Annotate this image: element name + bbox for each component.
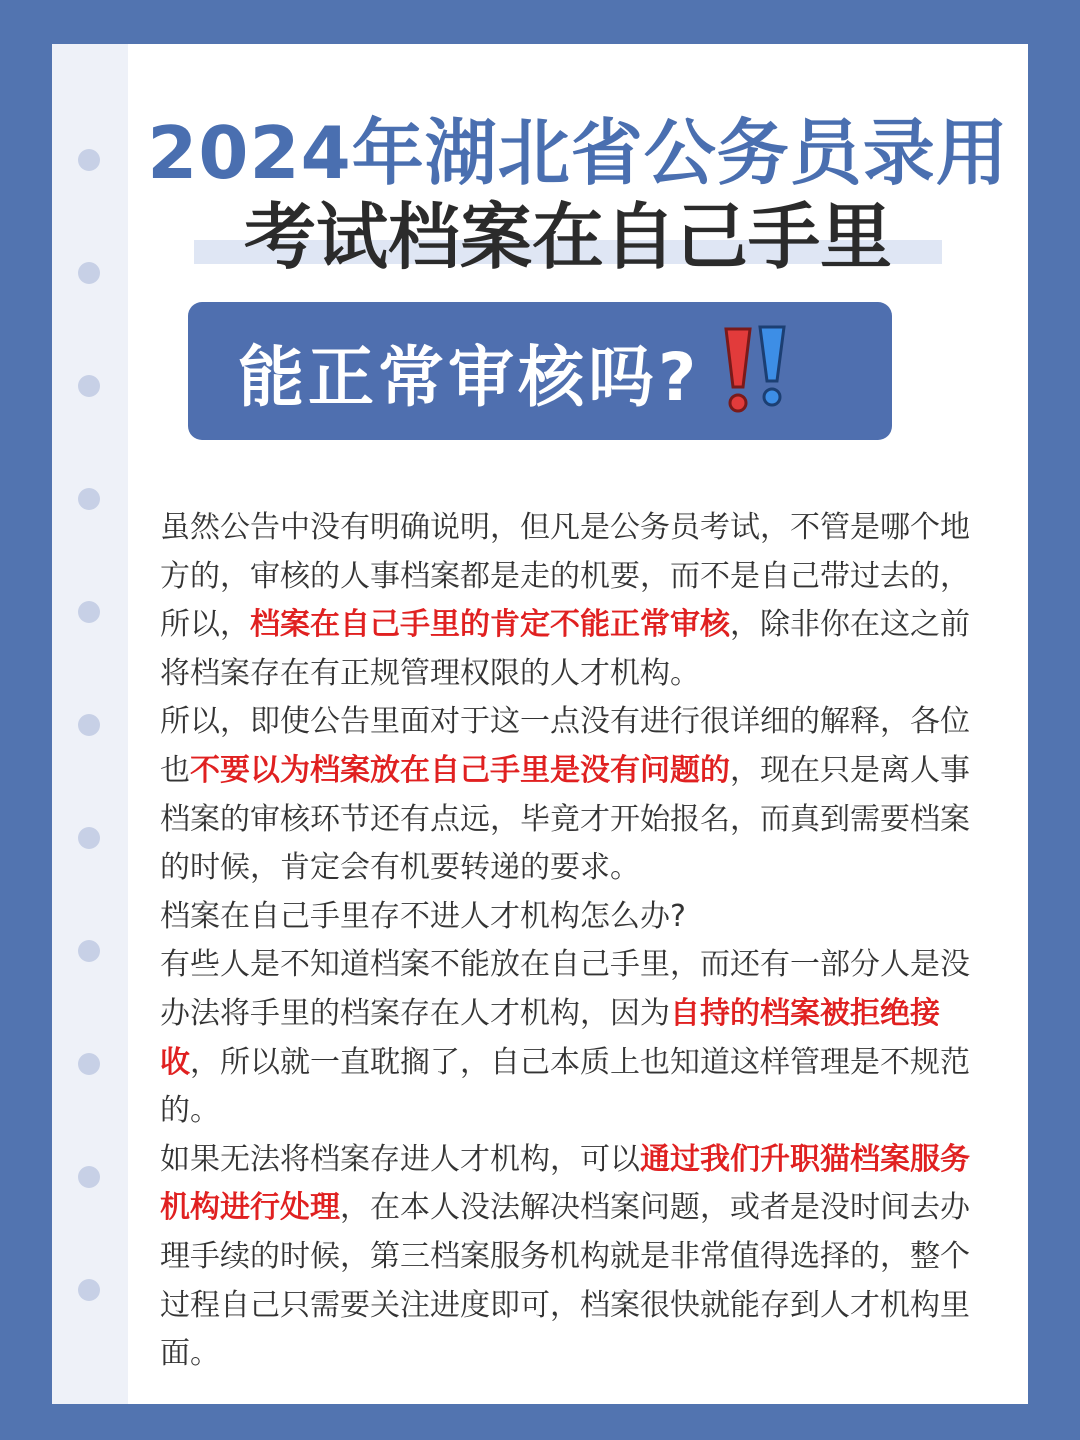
paragraph-text: ，在本人没法解决档案问题，或者是没时间去办理手续的时候，第三档案服务机构就是非常值得选择的，整个过程自己只需要关注进度即可，档案很快就能存到人才机构里面。 (160, 1190, 970, 1372)
binding-hole (78, 149, 100, 171)
highlighted-text: 不要以为档案放在自己手里是没有问题的 (190, 752, 730, 788)
highlighted-text: 档案在自己手里的肯定不能正常审核 (250, 607, 730, 643)
article-paragraph (160, 504, 980, 698)
paragraph-text: ，现在只是离人事档案的审核环节还有点远，毕竟才开始报名，而真到需要档案的时候，肯定会有机要转递的要求。 (160, 752, 970, 886)
paragraph-text: ，除非你在这之前将档案存在有正规管理权限的人才机构。 (160, 607, 970, 691)
article-paragraph (160, 893, 980, 942)
binding-hole (78, 262, 100, 284)
article-paragraph (160, 698, 980, 892)
binding-hole (78, 1279, 100, 1301)
binding-hole (78, 940, 100, 962)
notebook-binding (52, 44, 128, 1404)
page-title-line1: 2024年湖北省公务员录用 (147, 111, 1009, 195)
question-text: 能正常审核吗? (238, 338, 701, 416)
paragraph-text: 所以，即使公告里面对于这一点没有进行很详细的解释，各位也 (160, 704, 970, 788)
page-title-line2-wrap (194, 192, 942, 282)
binding-hole (78, 714, 100, 736)
article-paragraph (160, 941, 980, 1135)
paragraph-text: 虽然公告中没有明确说明，但凡是公务员考试，不管是哪个地方的，审核的人事档案都是走的机要，而不是自己带过去的，所以， (160, 510, 970, 643)
highlighted-text: 自持的档案被拒绝接收 (160, 995, 940, 1080)
paragraph-text: 有些人是不知道档案不能放在自己手里，而还有一部分人是没办法将手里的档案存在人才机构，因为 (160, 947, 970, 1031)
binding-hole (78, 827, 100, 849)
binding-hole (78, 488, 100, 510)
binding-hole (78, 1166, 100, 1188)
double-exclamation-icon (716, 323, 796, 419)
paragraph-text: ，所以就一直耽搁了，自己本质上也知道这样管理是不规范的。 (160, 1044, 970, 1129)
binding-hole (78, 601, 100, 623)
highlighted-text: 通过我们升职猫档案服务机构进行处理 (160, 1141, 970, 1226)
page-title-line2: 考试档案在自己手里 (243, 195, 892, 279)
question-banner (188, 302, 892, 440)
article-body (160, 504, 980, 1379)
paragraph-text: 如果无法将档案存进人才机构，可以 (160, 1141, 640, 1177)
article-paragraph (160, 1136, 980, 1379)
binding-hole (78, 1053, 100, 1075)
binding-hole (78, 375, 100, 397)
paragraph-text: 档案在自己手里存不进人才机构怎么办? (160, 898, 686, 934)
content-card (52, 44, 1028, 1404)
